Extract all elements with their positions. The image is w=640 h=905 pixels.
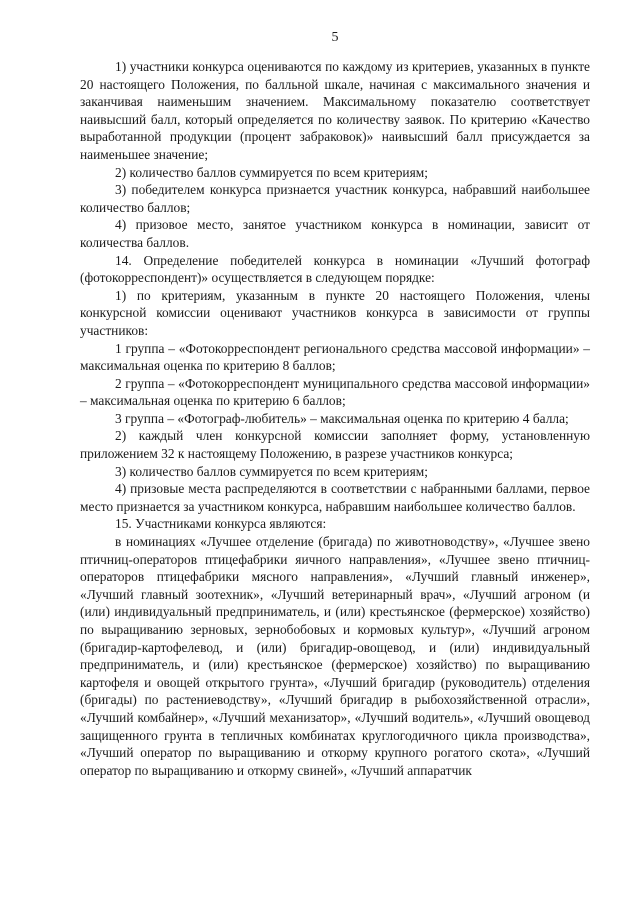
paragraph: 2) каждый член конкурсной комиссии заполняет форму, установленную приложением 32 к настоящему Положению, в разрезе участников конкурса; bbox=[80, 428, 590, 462]
paragraph: 2 группа – «Фотокорреспондент муниципального средства массовой информации» – максимальная оценка по критерию 6 баллов; bbox=[80, 375, 590, 409]
paragraph: 3) победителем конкурса признается участник конкурса, набравший наибольшее количество баллов; bbox=[80, 182, 590, 215]
page-number: 5 bbox=[331, 30, 339, 45]
paragraph: 3 группа – «Фотограф-любитель» – максимальная оценка по критерию 4 балла; bbox=[115, 410, 569, 426]
paragraph: 1) участники конкурса оцениваются по каждому из критериев, указанных в пункте 20 настоящего Положения, по балльной шкале, начиная с максимального значения и заканчивая наименьшим значением. Максимальному показателю соответствует наивысший балл, который определяется по количеству заявок. По критерию «Качество выработанной продукции (процент забраковок)» наивысший балл присуждается за наименьшее значение; bbox=[80, 59, 590, 162]
paragraph: 3) количество баллов суммируется по всем критериям; bbox=[115, 463, 428, 479]
paragraph: 14. Определение победителей конкурса в номинации «Лучший фотограф (фотокорреспондент)» осуществляется в следующем порядке: bbox=[80, 252, 590, 286]
paragraph: 15. Участниками конкурса являются: bbox=[115, 516, 327, 532]
paragraph: 4) призовые места распределяются в соответствии с набранными баллами, первое место признается за участником конкурса, набравшим наибольшее количество баллов. bbox=[80, 481, 590, 514]
paragraph: в номинациях «Лучшее отделение (бригада) по животноводству», «Лучшее звено птичниц-операторов птицефабрики яичного направления», «Лучшее звено птичниц-операторов птицефабрики мясного направления», «Лучший главный инженер», «Лучший главный зоотехник», «Лучший ветеринарный врач», «Лучший агроном (и (или) индивидуальный предприниматель, и (или) крестьянское (фермерское) хозяйство) по выращиванию зерновых, зернобобовых и кормовых культур», «Лучший агроном (бригадир-картофелевод, и (или) бригадир-овощевод, и (или) индивидуальный предприниматель, и (или) крестьянское (фермерское) хозяйство) по выращиванию картофеля и овощей открытого грунта», «Лучший бригадир (руководитель) отделения (бригады) по растениеводству», «Лучший бригадир в рыбохозяйственной отрасли», «Лучший комбайнер», «Лучший механизатор», «Лучший водитель», «Лучший овощевод защищенного грунта в тепличных комбинатах круглогодичного цикла производства», «Лучший оператор по выращиванию и откорму крупного рогатого скота», «Лучший оператор по выращиванию и откорму свиней», «Лучший аппаратчик bbox=[80, 534, 590, 778]
document-page bbox=[80, 30, 590, 779]
paragraph: 1 группа – «Фотокорреспондент регионального средства массовой информации» – максимальная оценка по критерию 8 баллов; bbox=[80, 340, 590, 374]
paragraph: 1) по критериям, указанным в пункте 20 настоящего Положения, члены конкурсной комиссии оценивают участников конкурса в зависимости от группы участников: bbox=[80, 287, 590, 338]
paragraph: 2) количество баллов суммируется по всем критериям; bbox=[115, 164, 428, 180]
paragraph: 4) призовое место, занятое участником конкурса в номинации, зависит от количества баллов. bbox=[80, 217, 590, 250]
